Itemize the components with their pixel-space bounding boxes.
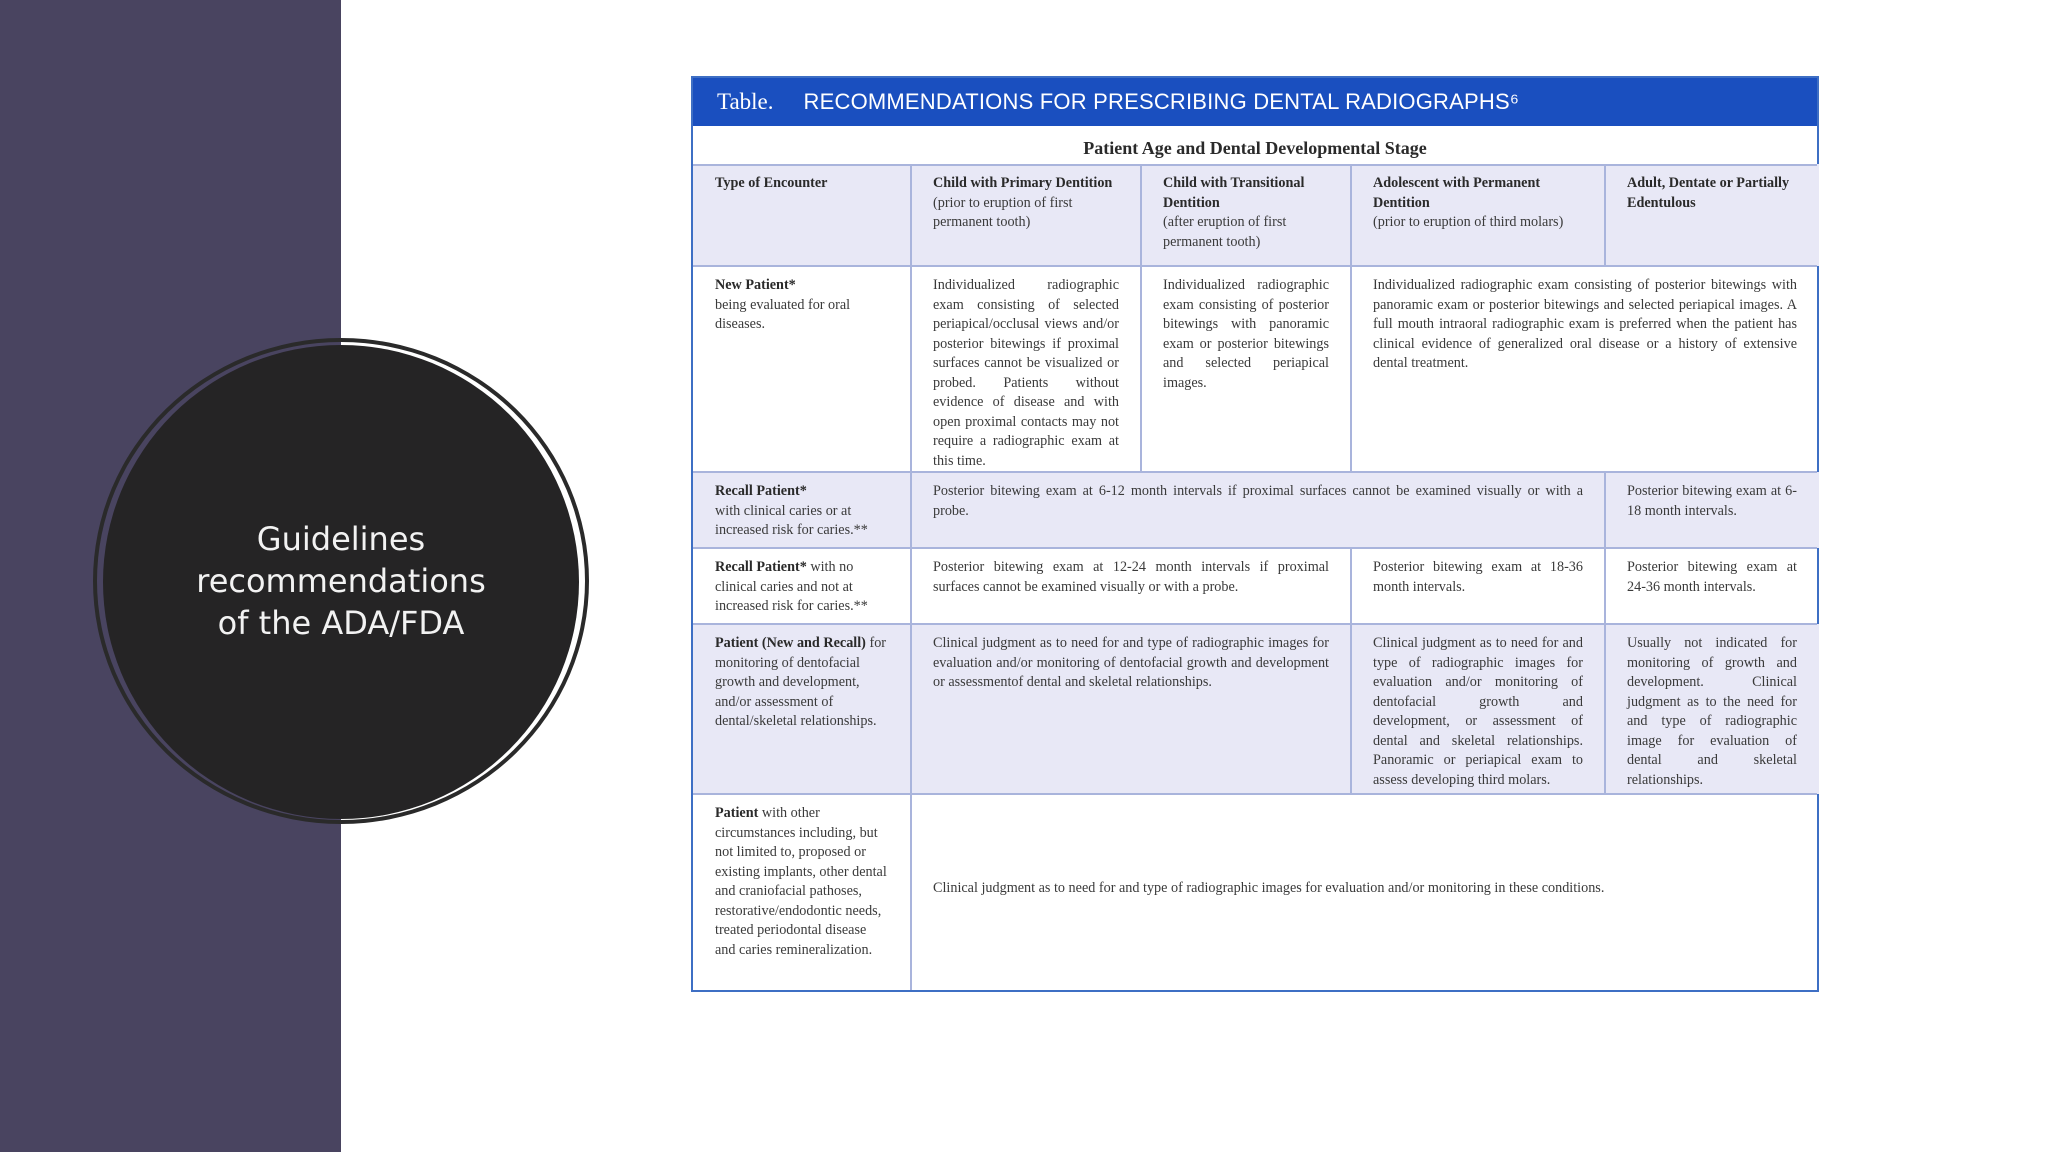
column-header-primary	[911, 164, 1141, 266]
cell-monitoring-adult: Usually not indicated for monitoring of growth and development. Clinical judgment as to the need for and type of radiographic image for evaluation of dental and skeletal relationships.	[1605, 624, 1819, 794]
grid-line	[693, 623, 1817, 625]
cell-monitoring-child: Clinical judgment as to need for and type of radiographic images for evaluation and/or monitoring of dentofacial growth and development or assessmentof dental and skeletal relationships.	[911, 624, 1351, 794]
column-header-adult	[1605, 164, 1819, 266]
grid-line	[1140, 164, 1142, 472]
slide-title	[191, 518, 491, 644]
grid-line	[693, 471, 1817, 473]
grid-line	[693, 793, 1817, 795]
table-title: RECOMMENDATIONS FOR PRESCRIBING DENTAL RADIOGRAPHS⁶	[803, 89, 1520, 114]
grid-line	[693, 265, 1817, 267]
cell-other-all-text: Clinical judgment as to need for and type of radiographic images for evaluation and/or monitoring in these conditions.	[933, 880, 1605, 897]
row-label-monitoring	[693, 624, 911, 794]
cell-recall-high-child-adolescent: Posterior bitewing exam at 6-12 month intervals if proximal surfaces cannot be examined visually or with a probe.	[911, 472, 1605, 548]
table-header-bar	[693, 78, 1817, 126]
row-label-desc: with no clinical caries and not at increased risk for caries.**	[715, 559, 868, 614]
stage-heading: Patient Age and Dental Developmental Stage	[1083, 138, 1427, 158]
slide-title-line-2: recommendations	[196, 562, 486, 600]
row-label-bold: New Patient*	[715, 277, 796, 293]
row-label-recall-high-risk	[693, 472, 911, 548]
column-header-transitional	[1141, 164, 1351, 266]
row-label-other-circumstances	[693, 794, 911, 990]
cell-new-primary: Individualized radiographic exam consisting of selected periapical/occlusal views and/or posterior bitewings if proximal surfaces cannot be visualized or probed. Patients without evidence of disease and with open proximal contacts may not require a radiographic exam at this time.	[933, 277, 1119, 469]
column-header-adolescent	[1351, 164, 1605, 266]
row-label-desc: with other circumstances including, but not limited to, proposed or existing implants, other dental and craniofacial pathoses, restorative/endodontic needs, treated periodontal disease and caries remineralization.	[715, 805, 887, 958]
row-label-new-patient	[693, 266, 911, 472]
row-label-desc: being evaluated for oral diseases.	[715, 296, 851, 332]
cell-other-all	[911, 794, 1819, 990]
grid-line	[1604, 472, 1606, 794]
cell-recall-high-adult: Posterior bitewing exam at 6-18 month intervals.	[1605, 472, 1819, 548]
cell-monitoring-adolescent: Clinical judgment as to need for and type of radiographic images for evaluation and/or monitoring of dentofacial growth and development, or assessment of dental and skeletal relationships. Panoramic or periapical exam to assess developing third molars.	[1351, 624, 1605, 794]
row-label-recall-low-risk	[693, 548, 911, 624]
slide-title-line-3: of the ADA/FDA	[217, 604, 465, 642]
table-label: Table.	[717, 89, 774, 114]
grid-line	[693, 547, 1817, 549]
radiograph-recommendations-table	[691, 76, 1819, 992]
slide-title-line-1: Guidelines	[256, 520, 426, 558]
row-label-desc: with clinical caries or at increased risk for caries.**	[715, 502, 868, 538]
column-header-bold: Child with Primary Dentition	[933, 175, 1113, 191]
grid-line	[1350, 164, 1352, 472]
column-header-bold: Adolescent with Permanent Dentition	[1373, 175, 1541, 211]
grid-line	[910, 164, 912, 990]
row-label-bold: Patient	[715, 805, 759, 821]
row-label-bold: Recall Patient*	[715, 559, 807, 575]
row-label-bold: Patient (New and Recall)	[715, 635, 866, 651]
column-header-bold: Type of Encounter	[715, 175, 828, 191]
row-label-bold: Recall Patient*	[715, 483, 807, 499]
column-header-sub: (prior to eruption of third molars)	[1373, 214, 1564, 230]
column-header-bold: Child with Transitional Dentition	[1163, 175, 1305, 211]
grid-line	[1604, 164, 1606, 266]
grid-line	[1350, 548, 1352, 794]
cell-new-transitional: Individualized radiographic exam consisting of posterior bitewings with panoramic exam or posterior bitewings and selected periapical images.	[1163, 277, 1329, 391]
cell-new-adolescent-adult: Individualized radiographic exam consisting of posterior bitewings with panoramic exam or posterior bitewings and selected periapical images. A full mouth intraoral radiographic exam is preferred when the patient has clinical evidence of generalized oral disease or a history of extensive dental treatment.	[1373, 277, 1797, 371]
column-header-bold: Adult, Dentate or Partially Edentulous	[1627, 175, 1790, 211]
cell-recall-low-child: Posterior bitewing exam at 12-24 month intervals if proximal surfaces cannot be examined visually or with a probe.	[933, 559, 1329, 595]
cell-recall-low-adolescent: Posterior bitewing exam at 18-36 month intervals.	[1373, 559, 1583, 595]
column-header-sub: (prior to eruption of first permanent tooth)	[933, 194, 1073, 230]
column-header-sub: (after eruption of first permanent tooth)	[1163, 214, 1287, 250]
row-label-desc: for monitoring of dentofacial growth and development, and/or assessment of dental/skeletal relationships.	[715, 635, 887, 729]
cell-recall-low-adult: Posterior bitewing exam at 24-36 month intervals.	[1627, 559, 1797, 595]
title-circle	[103, 345, 579, 819]
column-header-type-of-encounter	[693, 164, 911, 266]
grid-line	[693, 164, 1817, 166]
